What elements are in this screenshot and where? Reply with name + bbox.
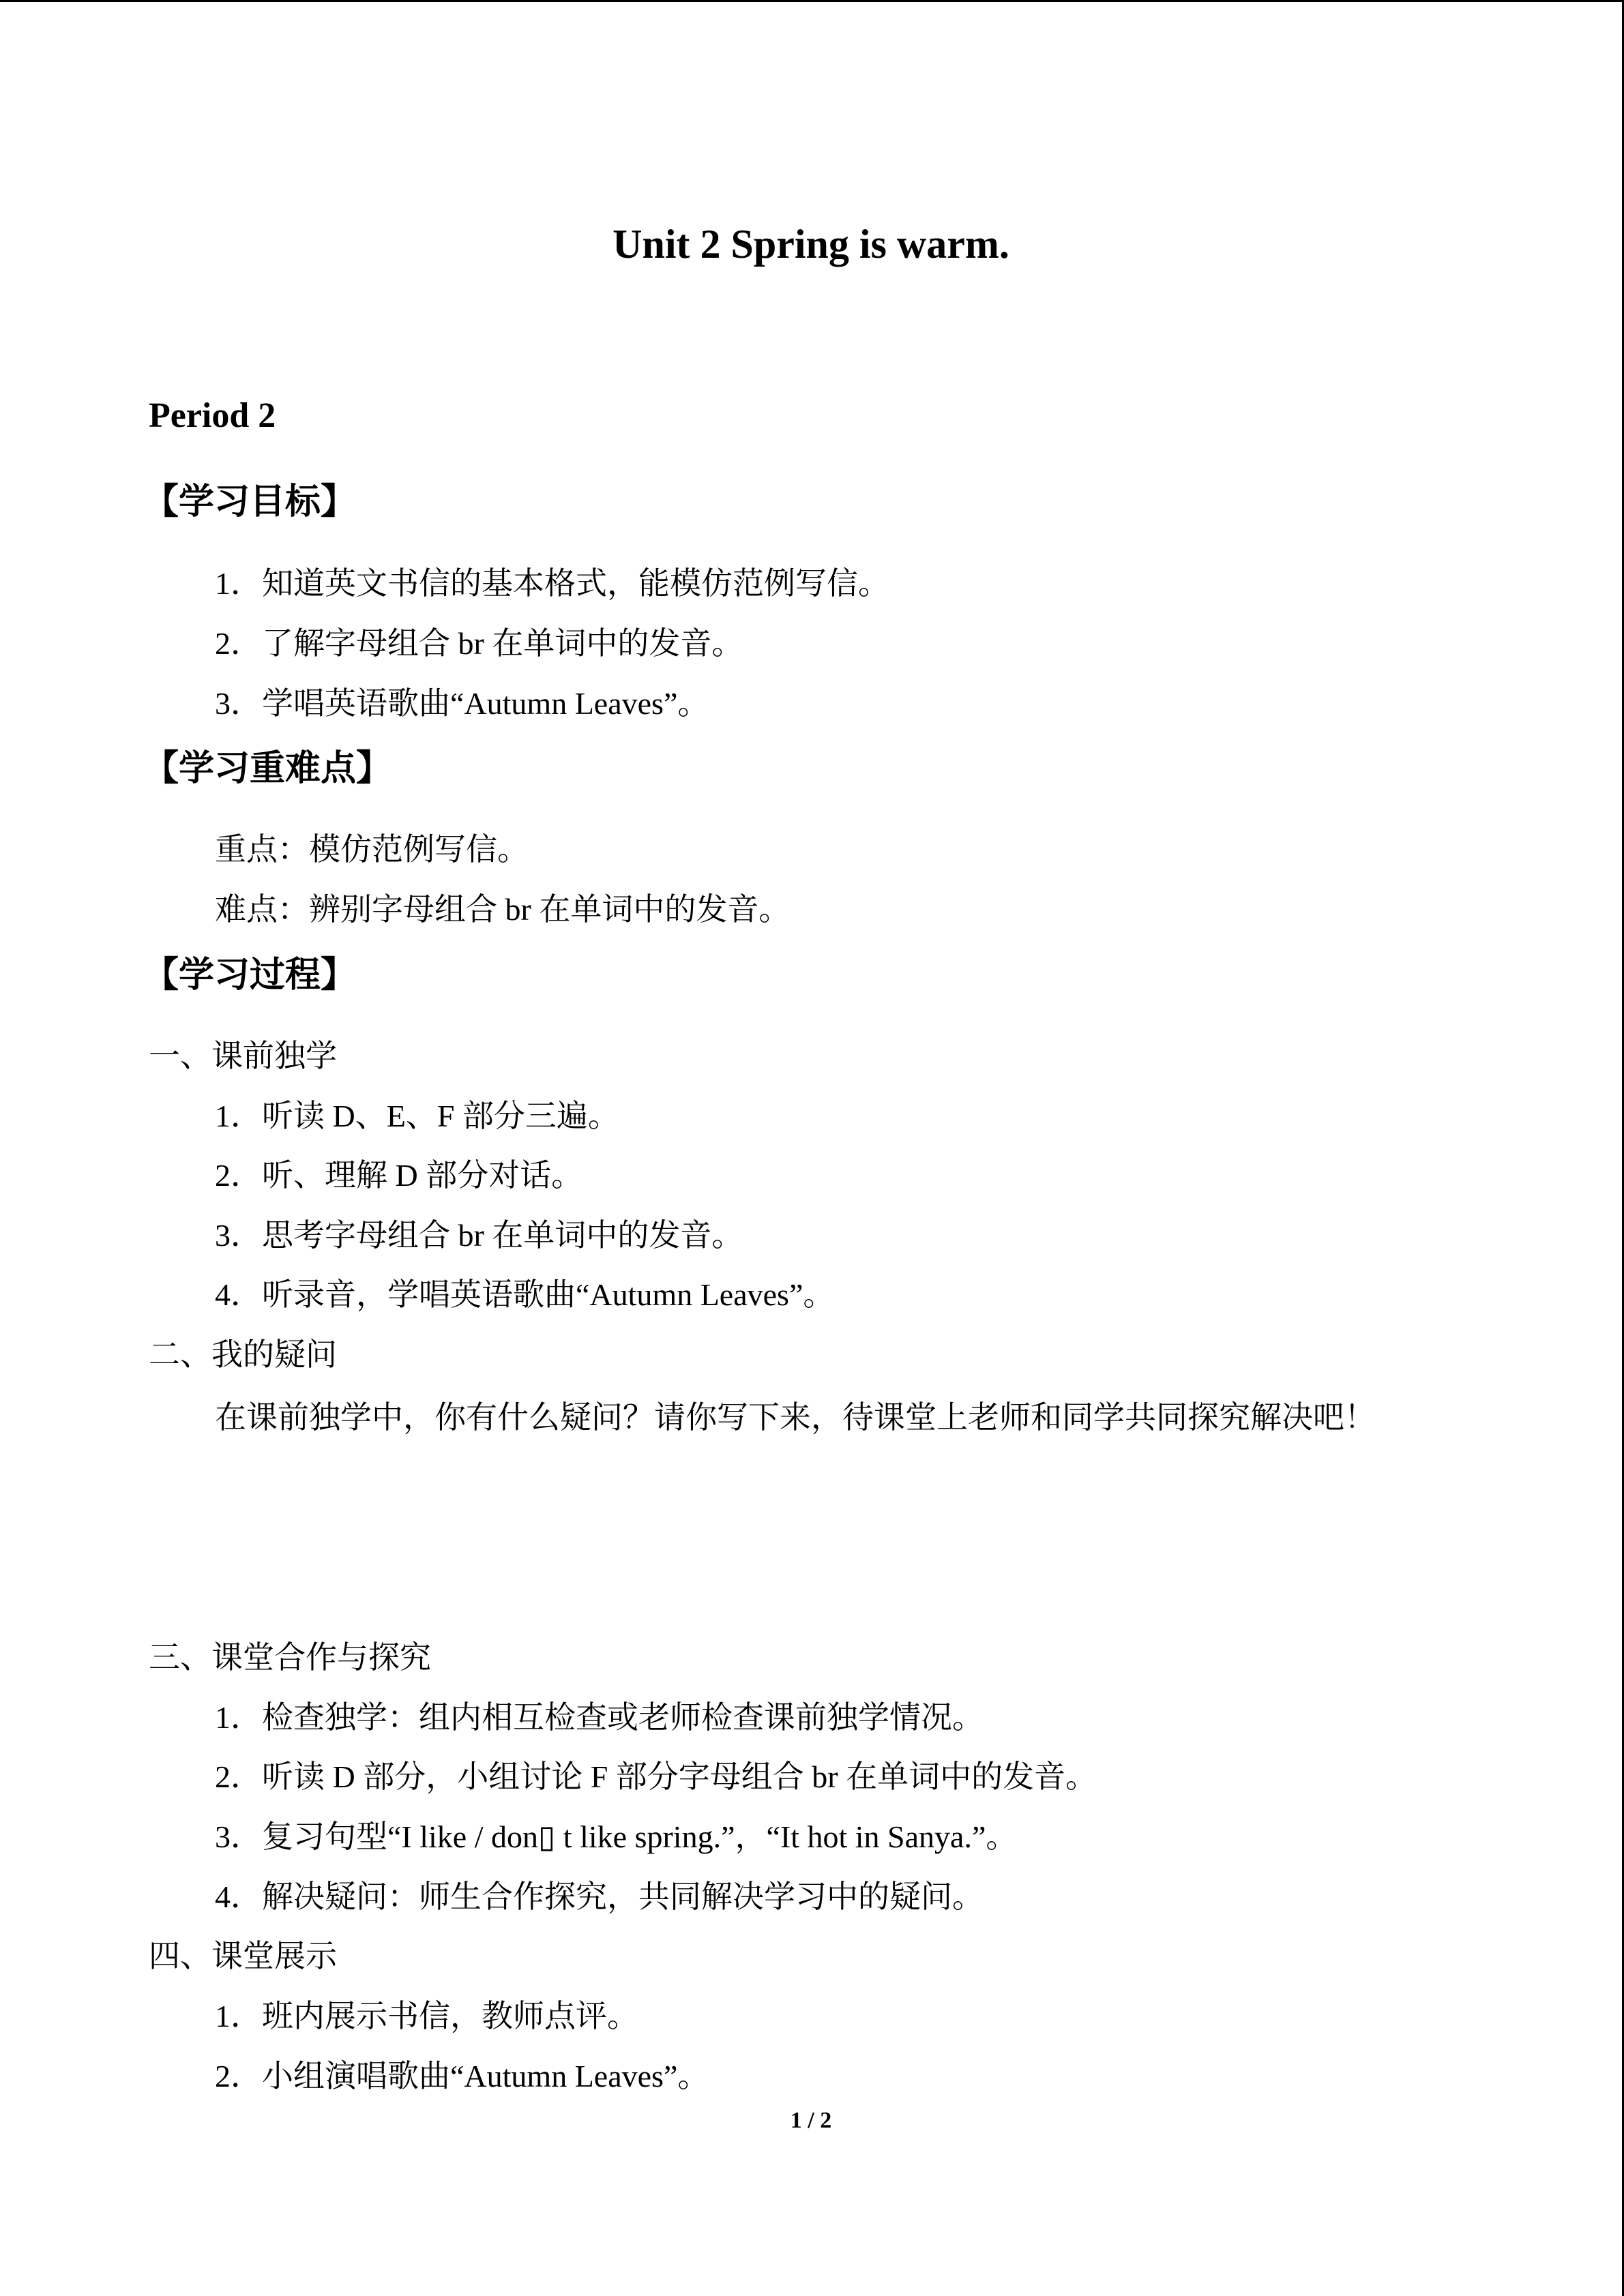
goal-item: 3．学唱英语歌曲“Autumn Leaves”。 — [215, 686, 709, 721]
goal-item: 2．了解字母组合 br 在单词中的发音。 — [215, 626, 743, 661]
part3-heading: 三、课堂合作与探究 — [149, 1640, 431, 1675]
key-point-item: 难点：辨别字母组合 br 在单词中的发音。 — [215, 892, 791, 927]
part1-item: 3．思考字母组合 br 在单词中的发音。 — [215, 1218, 743, 1253]
part1-item: 4．听录音，学唱英语歌曲“Autumn Leaves”。 — [215, 1277, 835, 1312]
part3-item: 4．解决疑问：师生合作探究，共同解决学习中的疑问。 — [215, 1879, 984, 1914]
period-label: Period 2 — [149, 396, 276, 435]
part2-heading: 二、我的疑问 — [149, 1337, 337, 1372]
process-heading: 【学习过程】 — [143, 955, 357, 996]
part4-item: 1．班内展示书信，教师点评。 — [215, 1999, 638, 2033]
part3-item: 1．检查独学：组内相互检查或老师检查课前独学情况。 — [215, 1700, 984, 1735]
key-points-heading: 【学习重难点】 — [143, 748, 392, 789]
part2-item: 在课前独学中，你有什么疑问？请你写下来，待课堂上老师和同学共同探究解决吧！ — [215, 1400, 1376, 1435]
part3-item: 3．复习句型“I like / don▯ t like spring.”，“It hot in Sanya.”。 — [215, 1819, 1018, 1854]
key-point-item: 重点：模仿范例写信。 — [215, 832, 529, 867]
part4-item: 2．小组演唱歌曲“Autumn Leaves”。 — [215, 2059, 709, 2093]
page-number: 1 / 2 — [790, 2108, 832, 2133]
part3-item: 2．听读 D 部分，小组讨论 F 部分字母组合 br 在单词中的发音。 — [215, 1759, 1097, 1794]
document-title: Unit 2 Spring is warm. — [612, 222, 1009, 267]
part1-heading: 一、课前独学 — [149, 1039, 337, 1073]
goal-item: 1．知道英文书信的基本格式，能模仿范例写信。 — [215, 566, 889, 601]
part1-item: 2．听、理解 D 部分对话。 — [215, 1158, 583, 1193]
part1-item: 1．听读 D、E、F 部分三遍。 — [215, 1099, 619, 1133]
goals-heading: 【学习目标】 — [143, 481, 357, 522]
part4-heading: 四、课堂展示 — [149, 1939, 337, 1973]
